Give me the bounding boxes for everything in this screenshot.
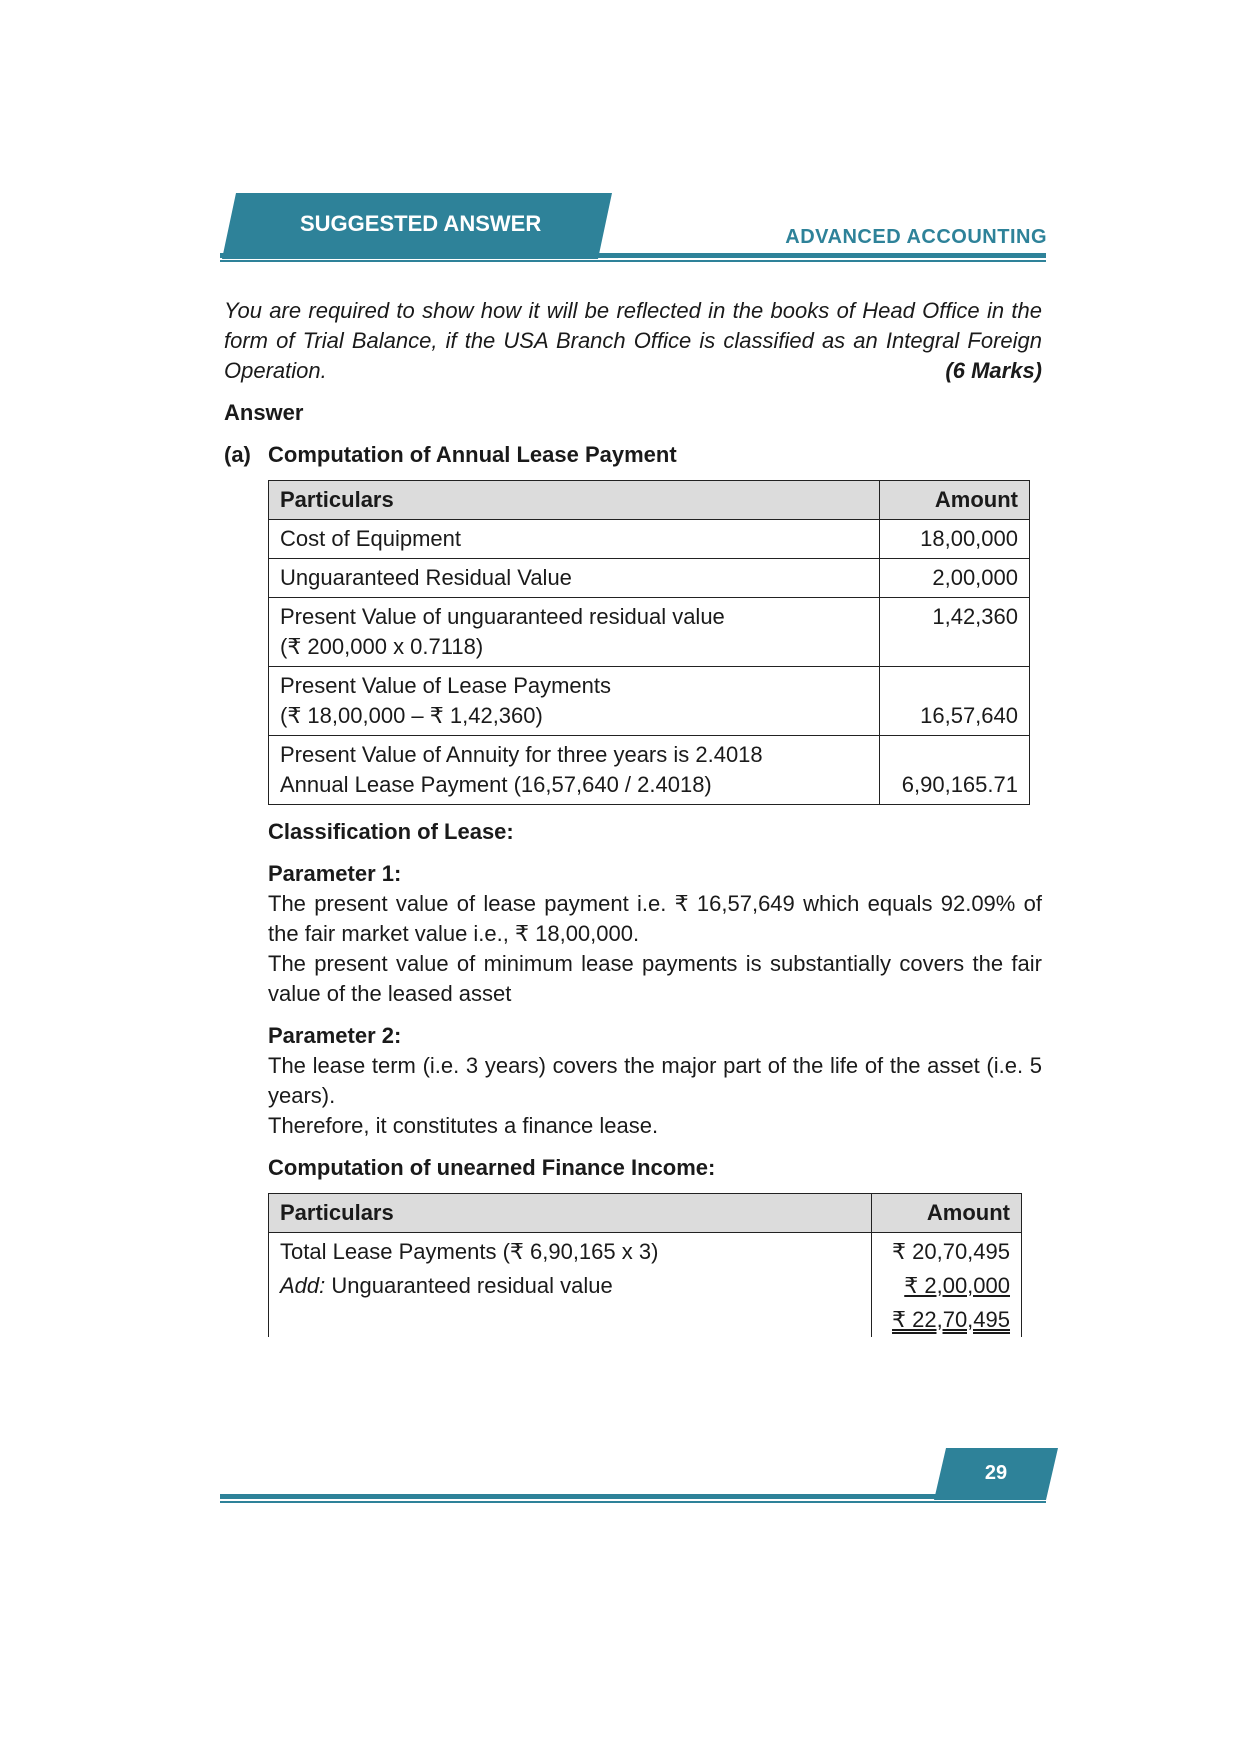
col-particulars: Particulars xyxy=(269,481,880,520)
table-header-row xyxy=(269,1194,1022,1233)
question-text xyxy=(224,296,1042,386)
row-line: (₹ 18,00,000 – ₹ 1,42,360) xyxy=(280,703,543,728)
annual-lease-table xyxy=(268,480,1030,805)
add-prefix: Add: xyxy=(280,1273,326,1298)
row-label xyxy=(269,1269,872,1303)
page-number: 29 xyxy=(984,1462,1008,1484)
table-row xyxy=(269,667,1030,736)
finance-income-table xyxy=(268,1193,1022,1337)
row-line: Present Value of Annuity for three years is 2.4018 xyxy=(280,742,763,767)
row-amount: 1,42,360 xyxy=(880,598,1030,667)
row-amount: ₹ 20,70,495 xyxy=(872,1233,1022,1270)
parameter-2-text: The lease term (i.e. 3 years) covers the major part of the life of the asset (i.e. 5 years). xyxy=(268,1053,1042,1108)
header-tab-label: SUGGESTED ANSWER xyxy=(300,211,542,236)
row-line: Present Value of unguaranteed residual value xyxy=(280,604,725,629)
row-line: Annual Lease Payment (16,57,640 / 2.4018) xyxy=(280,772,712,797)
table-row xyxy=(269,520,1030,559)
table-row xyxy=(269,736,1030,805)
footer-rule xyxy=(220,1494,1046,1499)
answer-heading: Answer xyxy=(224,400,304,425)
row-label-text: Unguaranteed residual value xyxy=(325,1273,613,1298)
row-amount xyxy=(872,1303,1022,1337)
section-a-heading xyxy=(224,440,1042,470)
row-label xyxy=(269,667,880,736)
question-marks: (6 Marks) xyxy=(945,358,1042,383)
row-amount xyxy=(872,1269,1022,1303)
table-header-row xyxy=(269,481,1030,520)
col-particulars: Particulars xyxy=(269,1194,872,1233)
row-label: Cost of Equipment xyxy=(269,520,880,559)
row-label: Unguaranteed Residual Value xyxy=(269,559,880,598)
parameter-2-heading: Parameter 2: xyxy=(268,1023,402,1048)
header-rule xyxy=(220,253,1046,258)
parameter-1-text: The present value of lease payment i.e. ₹ 16,57,649 which equals 92.09% of the fair market value i.e., ₹ 18,00,000. xyxy=(268,891,1042,946)
section-a-label: (a) xyxy=(224,442,251,467)
row-amount: 16,57,640 xyxy=(880,667,1030,736)
row-label xyxy=(269,736,880,805)
table-row xyxy=(269,1303,1022,1337)
row-line: Present Value of Lease Payments xyxy=(280,673,612,698)
footer-rule-thin xyxy=(220,1501,1046,1503)
row-line: (₹ 200,000 x 0.7118) xyxy=(280,634,484,659)
total-amount: ₹ 22,70,495 xyxy=(892,1307,1010,1332)
row-amount: 18,00,000 xyxy=(880,520,1030,559)
row-amount: 6,90,165.71 xyxy=(880,736,1030,805)
row-amount: 2,00,000 xyxy=(880,559,1030,598)
row-label xyxy=(269,1303,872,1337)
table-row xyxy=(269,1269,1022,1303)
conclusion-text: Therefore, it constitutes a finance lease. xyxy=(268,1113,659,1138)
table-row xyxy=(269,598,1030,667)
header-rule-thin xyxy=(220,260,1046,262)
question-body: You are required to show how it will be reflected in the books of Head Office in the form of Trial Balance, if the USA Branch Office is classified as an Integral Foreign Operation. xyxy=(224,298,1042,383)
subject-title: ADVANCED ACCOUNTING xyxy=(785,226,1047,248)
finance-income-heading: Computation of unearned Finance Income: xyxy=(268,1155,716,1180)
table-row xyxy=(269,559,1030,598)
classification-heading: Classification of Lease: xyxy=(268,819,514,844)
parameter-1-text-2: The present value of minimum lease payments is substantially covers the fair value of the leased asset xyxy=(268,951,1042,1006)
row-label: Total Lease Payments (₹ 6,90,165 x 3) xyxy=(269,1233,872,1270)
col-amount: Amount xyxy=(872,1194,1022,1233)
table-row xyxy=(269,1233,1022,1270)
section-a-title: Computation of Annual Lease Payment xyxy=(268,442,677,467)
row-label xyxy=(269,598,880,667)
underlined-amount: ₹ 2,00,000 xyxy=(904,1273,1010,1298)
parameter-1-heading: Parameter 1: xyxy=(268,861,402,886)
col-amount: Amount xyxy=(880,481,1030,520)
page-content xyxy=(224,296,1042,1337)
